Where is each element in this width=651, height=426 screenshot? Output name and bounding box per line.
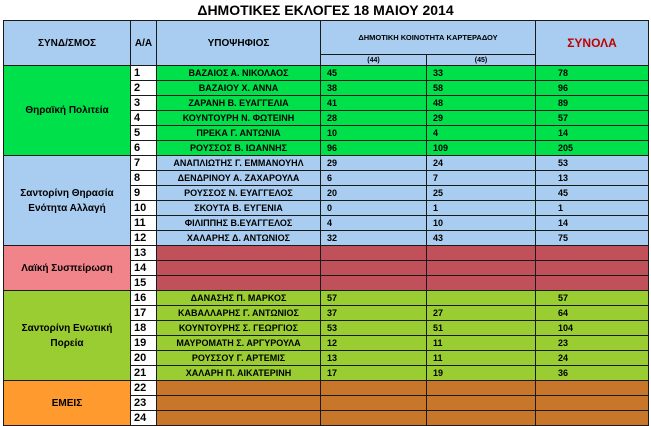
candidate-name: ΚΑΒΑΛΛΑΡΗΣ Γ. ΑΝΤΩΝΙΟΣ <box>157 306 321 321</box>
votes-total: 53 <box>536 156 649 171</box>
votes-station-45 <box>427 261 536 276</box>
votes-station-44: 38 <box>321 81 427 96</box>
votes-station-45 <box>427 396 536 411</box>
votes-station-45: 7 <box>427 171 536 186</box>
votes-total <box>536 246 649 261</box>
candidate-number: 7 <box>131 156 157 171</box>
candidate-number: 15 <box>131 276 157 291</box>
votes-total <box>536 261 649 276</box>
votes-station-45: 4 <box>427 126 536 141</box>
votes-station-45: 27 <box>427 306 536 321</box>
votes-station-44: 28 <box>321 111 427 126</box>
votes-total <box>536 276 649 291</box>
candidate-name: ΒΑΖΑΙΟΣ Α. ΝΙΚΟΛΑΟΣ <box>157 66 321 81</box>
votes-station-45 <box>427 276 536 291</box>
votes-station-45 <box>427 291 536 306</box>
candidate-name <box>157 261 321 276</box>
votes-total: 64 <box>536 306 649 321</box>
header-station-44: (44) <box>321 55 427 66</box>
votes-station-44: 53 <box>321 321 427 336</box>
candidate-number: 4 <box>131 111 157 126</box>
votes-station-45: 43 <box>427 231 536 246</box>
votes-station-44 <box>321 411 427 426</box>
header-party: ΣΥΝΔ/ΣΜΟΣ <box>4 21 131 66</box>
votes-station-44: 13 <box>321 351 427 366</box>
votes-station-44: 6 <box>321 171 427 186</box>
votes-station-45: 109 <box>427 141 536 156</box>
votes-station-44: 12 <box>321 336 427 351</box>
votes-total <box>536 411 649 426</box>
votes-station-45 <box>427 381 536 396</box>
candidate-name: ΧΑΛΑΡΗ Π. ΑΙΚΑΤΕΡΙΝΗ <box>157 366 321 381</box>
votes-station-45: 58 <box>427 81 536 96</box>
candidate-number: 13 <box>131 246 157 261</box>
votes-station-44: 96 <box>321 141 427 156</box>
candidate-name: ΠΡΕΚΑ Γ. ΑΝΤΩΝΙΑ <box>157 126 321 141</box>
votes-station-44 <box>321 246 427 261</box>
votes-station-44 <box>321 396 427 411</box>
votes-total: 205 <box>536 141 649 156</box>
table-row <box>4 66 649 81</box>
header-station-45: (45) <box>427 55 536 66</box>
votes-total: 57 <box>536 111 649 126</box>
votes-station-45 <box>427 246 536 261</box>
votes-total: 36 <box>536 366 649 381</box>
table-row <box>4 246 649 261</box>
votes-total: 45 <box>536 186 649 201</box>
results-table <box>3 20 649 426</box>
votes-station-44: 17 <box>321 366 427 381</box>
candidate-number: 9 <box>131 186 157 201</box>
candidate-number: 3 <box>131 96 157 111</box>
votes-total: 23 <box>536 336 649 351</box>
party-name: Λαϊκή Συσπείρωση <box>4 246 131 291</box>
candidate-number: 6 <box>131 141 157 156</box>
votes-station-44: 10 <box>321 126 427 141</box>
votes-total: 96 <box>536 81 649 96</box>
candidate-number: 17 <box>131 306 157 321</box>
candidate-number: 19 <box>131 336 157 351</box>
votes-total <box>536 381 649 396</box>
candidate-number: 22 <box>131 381 157 396</box>
candidate-name: ΡΟΥΣΣΟΣ Ν. ΕΥΑΓΓΕΛΟΣ <box>157 186 321 201</box>
header-candidate: ΥΠΟΨΗΦΙΟΣ <box>157 21 321 66</box>
page-title: ΔΗΜΟΤΙΚΕΣ ΕΚΛΟΓΕΣ 18 ΜΑΙΟΥ 2014 <box>197 2 454 18</box>
votes-station-45 <box>427 411 536 426</box>
votes-total: 75 <box>536 231 649 246</box>
votes-station-44: 45 <box>321 66 427 81</box>
votes-station-45: 10 <box>427 216 536 231</box>
candidate-number: 14 <box>131 261 157 276</box>
party-name: Σαντορίνη Θηρασία Ενότητα Αλλαγή <box>4 156 131 246</box>
votes-total: 1 <box>536 201 649 216</box>
votes-total <box>536 396 649 411</box>
candidate-number: 5 <box>131 126 157 141</box>
candidate-number: 2 <box>131 81 157 96</box>
votes-station-44: 32 <box>321 231 427 246</box>
candidate-number: 10 <box>131 201 157 216</box>
candidate-name: ΖΑΡΑΝΗ Β. ΕΥΑΓΓΕΛΙΑ <box>157 96 321 111</box>
votes-station-44: 29 <box>321 156 427 171</box>
candidate-name <box>157 276 321 291</box>
table-row <box>4 381 649 396</box>
votes-total: 13 <box>536 171 649 186</box>
candidate-number: 16 <box>131 291 157 306</box>
votes-station-44: 57 <box>321 291 427 306</box>
votes-station-45: 11 <box>427 351 536 366</box>
votes-station-45: 24 <box>427 156 536 171</box>
candidate-name: ΒΑΖΑΙΟΥ Χ. ΑΝΝΑ <box>157 81 321 96</box>
votes-total: 24 <box>536 351 649 366</box>
candidate-name: ΣΚΟΥΤΑ Β. ΕΥΓΕΝΙΑ <box>157 201 321 216</box>
votes-total: 14 <box>536 216 649 231</box>
header-totals: ΣΥΝΟΛΑ <box>536 21 649 66</box>
votes-station-44: 4 <box>321 216 427 231</box>
votes-station-44: 20 <box>321 186 427 201</box>
party-name: ΕΜΕΙΣ <box>4 381 131 426</box>
candidate-name <box>157 396 321 411</box>
votes-station-45: 33 <box>427 66 536 81</box>
table-row <box>4 291 649 306</box>
header-aa: Α/Α <box>131 21 157 66</box>
votes-station-44: 0 <box>321 201 427 216</box>
votes-station-44 <box>321 381 427 396</box>
votes-station-44 <box>321 261 427 276</box>
candidate-name: ΦΙΛΙΠΠΗΣ Β.ΕΥΑΓΓΕΛΟΣ <box>157 216 321 231</box>
candidate-name: ΔΑΝΑΣΗΣ Π. ΜΑΡΚΟΣ <box>157 291 321 306</box>
candidate-name <box>157 381 321 396</box>
votes-total: 89 <box>536 96 649 111</box>
candidate-name: ΔΕΝΔΡΙΝΟΥ Α. ΖΑΧΑΡΟΥΛΑ <box>157 171 321 186</box>
candidate-number: 23 <box>131 396 157 411</box>
votes-station-44: 37 <box>321 306 427 321</box>
votes-total: 78 <box>536 66 649 81</box>
votes-total: 104 <box>536 321 649 336</box>
candidate-name <box>157 411 321 426</box>
candidate-name: ΚΟΥΝΤΟΥΡΗ Ν. ΦΩΤΕΙΝΗ <box>157 111 321 126</box>
candidate-number: 11 <box>131 216 157 231</box>
candidate-name <box>157 246 321 261</box>
party-name: Σαντορίνη Ενωτική Πορεία <box>4 291 131 381</box>
candidate-name: ΑΝΑΠΛΙΩΤΗΣ Γ. ΕΜΜΑΝΟΥΗΛ <box>157 156 321 171</box>
candidate-number: 12 <box>131 231 157 246</box>
votes-station-45: 19 <box>427 366 536 381</box>
candidate-name: ΡΟΥΣΣΟΣ Β. ΙΩΑΝΝΗΣ <box>157 141 321 156</box>
votes-total: 14 <box>536 126 649 141</box>
results-body <box>4 66 649 426</box>
votes-station-45: 29 <box>427 111 536 126</box>
votes-station-45: 11 <box>427 336 536 351</box>
votes-station-44 <box>321 276 427 291</box>
candidate-name: ΡΟΥΣΣΟΥ Γ. ΑΡΤΕΜΙΣ <box>157 351 321 366</box>
votes-total: 57 <box>536 291 649 306</box>
table-row <box>4 156 649 171</box>
candidate-number: 1 <box>131 66 157 81</box>
candidate-number: 24 <box>131 411 157 426</box>
votes-station-45: 51 <box>427 321 536 336</box>
candidate-name: ΧΑΛΑΡΗΣ Δ. ΑΝΤΩΝΙΟΣ <box>157 231 321 246</box>
candidate-number: 8 <box>131 171 157 186</box>
candidate-number: 21 <box>131 366 157 381</box>
candidate-name: ΚΟΥΝΤΟΥΡΗΣ Σ. ΓΕΩΡΓΙΟΣ <box>157 321 321 336</box>
candidate-number: 20 <box>131 351 157 366</box>
party-name: Θηραϊκή Πολιτεία <box>4 66 131 156</box>
votes-station-45: 48 <box>427 96 536 111</box>
votes-station-44: 41 <box>321 96 427 111</box>
candidate-number: 18 <box>131 321 157 336</box>
header-community: ΔΗΜΟΤΙΚΗ ΚΟΙΝΟΤΗΤΑ ΚΑΡΤΕΡΑΔΟΥ <box>321 21 536 55</box>
candidate-name: ΜΑΥΡΟΜΑΤΗ Σ. ΑΡΓΥΡΟΥΛΑ <box>157 336 321 351</box>
votes-station-45: 25 <box>427 186 536 201</box>
votes-station-45: 1 <box>427 201 536 216</box>
